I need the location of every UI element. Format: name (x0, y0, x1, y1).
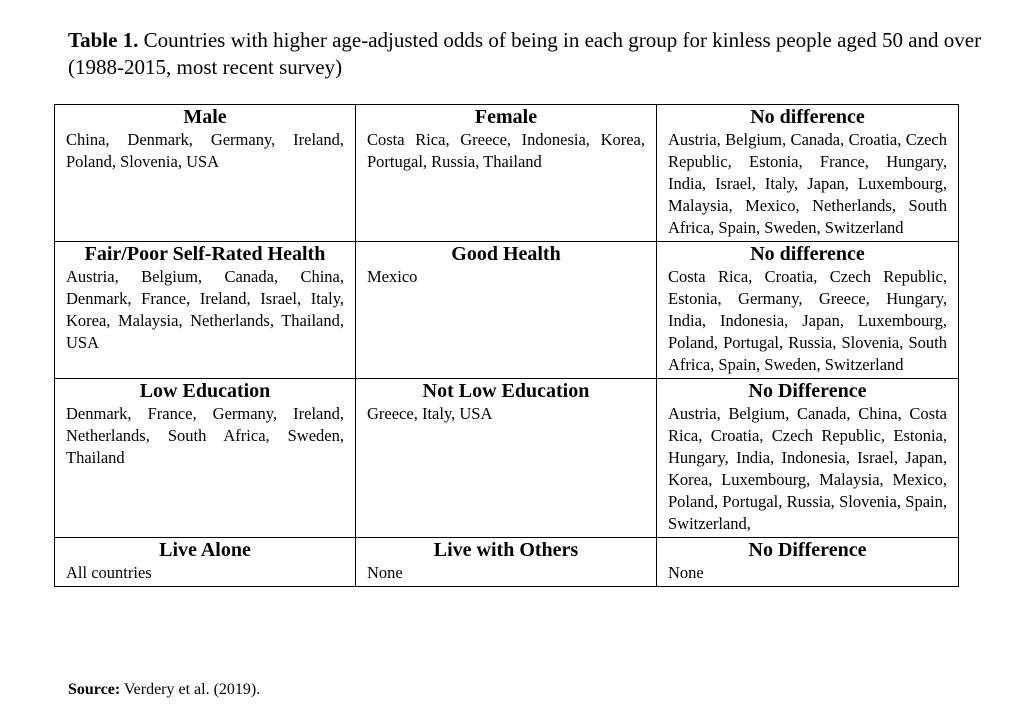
cell-heading: Not Low Education (422, 380, 590, 402)
cell-heading: Live Alone (159, 539, 251, 561)
table-cell-living-no-difference (657, 538, 959, 587)
table-cell-male (55, 105, 356, 242)
source-citation: Verdery et al. (2019). (123, 681, 261, 698)
table-row-living-arrangement (55, 538, 959, 587)
table-row-sex (55, 105, 959, 242)
table-cell-live-with-others (356, 538, 657, 587)
table-cell-education-no-difference (657, 379, 959, 538)
cell-countries: Costa Rica, Greece, Indonesia, Korea, Portugal, Russia, Thailand (367, 130, 645, 171)
source-note (68, 680, 260, 700)
cell-countries: Denmark, France, Germany, Ireland, Netherlands, South Africa, Sweden, Thailand (66, 404, 344, 467)
cell-heading: Female (474, 106, 538, 128)
cell-countries: None (668, 563, 704, 582)
cell-heading: Good Health (451, 243, 561, 265)
table-cell-health-no-difference (657, 242, 959, 379)
cell-countries: Austria, Belgium, Canada, China, Denmark, France, Ireland, Israel, Italy, Korea, Malaysia, Netherlands, Thailand, USA (66, 267, 344, 352)
cell-countries: China, Denmark, Germany, Ireland, Poland, Slovenia, USA (66, 130, 344, 171)
cell-countries: Austria, Belgium, Canada, China, Costa Rica, Croatia, Czech Republic, Estonia, Hungary, India, Indonesia, Israel, Japan, Korea, Luxembourg, Malaysia, Mexico, Poland, Portugal, Russia, Slovenia, Spain, Switzerland, (668, 404, 947, 533)
cell-countries: Austria, Belgium, Canada, Croatia, Czech Republic, Estonia, France, Hungary, India, Israel, Italy, Japan, Luxembourg, Malaysia, Mexico, Netherlands, South Africa, Spain, Sweden, Switzerland (668, 130, 947, 237)
table-cell-good-health (356, 242, 657, 379)
table-cell-not-low-education (356, 379, 657, 538)
table-cell-live-alone (55, 538, 356, 587)
cell-heading: Fair/Poor Self-Rated Health (84, 243, 326, 265)
cell-heading: No Difference (748, 539, 867, 561)
cell-countries: None (367, 563, 403, 582)
cell-countries: Costa Rica, Croatia, Czech Republic, Estonia, Germany, Greece, Hungary, India, Indonesia, Japan, Luxembourg, Poland, Portugal, Russia, Slovenia, South Africa, Spain, Sweden, Switzerland (668, 267, 947, 374)
table-row-education (55, 379, 959, 538)
table-cell-female (356, 105, 657, 242)
cell-heading: No difference (750, 106, 865, 128)
cell-countries: All countries (66, 563, 152, 582)
cell-countries: Mexico (367, 267, 418, 286)
table-cell-sex-no-difference (657, 105, 959, 242)
cell-heading: Low Education (139, 380, 271, 402)
table-cell-fair-poor-health (55, 242, 356, 379)
cell-heading: No difference (750, 243, 865, 265)
source-label: Source: (68, 681, 121, 698)
table-caption (68, 27, 988, 81)
table-row-health (55, 242, 959, 379)
caption-text: Countries with higher age-adjusted odds of being in each group for kinless people aged 50 and over (1988-2015, most recent survey) (68, 28, 982, 79)
cell-countries: Greece, Italy, USA (367, 404, 493, 423)
table-cell-low-education (55, 379, 356, 538)
cell-heading: Live with Others (433, 539, 579, 561)
cell-heading: No Difference (748, 380, 867, 402)
cell-heading: Male (183, 106, 227, 128)
caption-label: Table 1. (68, 28, 139, 52)
kinless-groups-table (54, 104, 959, 587)
